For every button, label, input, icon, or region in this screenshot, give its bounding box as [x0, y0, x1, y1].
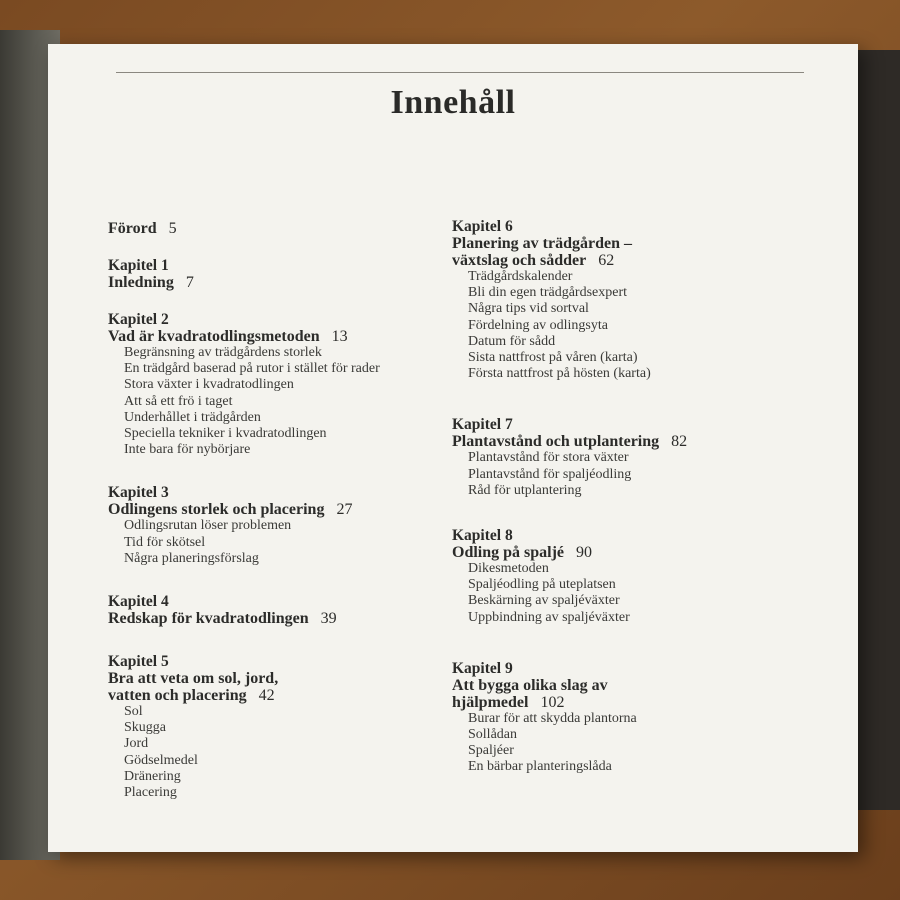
- toc-entry: [108, 311, 448, 458]
- subsection-item: Datum för sådd: [468, 333, 556, 349]
- subsection-item: Stora växter i kvadratodlingen: [124, 377, 294, 393]
- subsection-item: Bli din egen trädgårdsexpert: [468, 285, 628, 301]
- subsection-item: Speciella tekniker i kvadratodlingen: [124, 426, 327, 442]
- page-number: 82: [671, 433, 688, 451]
- chapter-label: Kapitel 7: [452, 416, 513, 434]
- toc-entry: [452, 660, 812, 776]
- toc-column-right: [452, 218, 812, 776]
- subsection-item: Inte bara för nybörjare: [124, 442, 251, 458]
- subsection-list: [452, 450, 812, 499]
- page-number: 90: [576, 544, 593, 562]
- toc-entry: [108, 653, 448, 801]
- page-number: 62: [598, 252, 615, 269]
- subsection-item: Några tips vid sortval: [468, 301, 589, 317]
- subsection-list: [452, 561, 812, 626]
- subsection-item: Sollådan: [468, 727, 517, 743]
- subsection-list: [108, 345, 448, 458]
- subsection-item: Råd för utplantering: [468, 482, 582, 498]
- toc-entry: [108, 484, 448, 567]
- chapter-title: växtslag och sådder 62: [452, 252, 615, 269]
- chapter-label: Kapitel 3: [108, 484, 169, 502]
- chapter-title: Vad är kvadratodlingsmetoden 13: [108, 328, 348, 345]
- subsection-item: Plantavstånd för stora växter: [468, 450, 629, 466]
- subsection-item: Sol: [124, 704, 143, 720]
- page-number: 7: [185, 274, 194, 291]
- subsection-item: En bärbar planteringslåda: [468, 759, 612, 775]
- page-number: 102: [540, 693, 565, 711]
- chapter-label: Kapitel 6: [452, 218, 513, 235]
- chapter-title: Förord 5: [108, 220, 177, 237]
- chapter-title: Att bygga olika slag av: [452, 676, 608, 694]
- chapter-label: Kapitel 9: [452, 659, 513, 677]
- subsection-item: Plantavstånd för spaljéodling: [468, 466, 632, 482]
- subsection-item: Jord: [124, 736, 149, 752]
- subsection-item: Burar för att skydda plantorna: [468, 710, 637, 726]
- chapter-title: Redskap för kvadratodlingen 39: [108, 610, 337, 628]
- page-number: 39: [320, 610, 337, 628]
- page-title: Innehåll: [390, 84, 516, 121]
- chapter-title: Inledning 7: [108, 274, 194, 291]
- chapter-label: Kapitel 4: [108, 593, 169, 611]
- subsection-item: Begränsning av trädgårdens storlek: [124, 345, 322, 360]
- subsection-item: Dikesmetoden: [468, 561, 549, 577]
- toc-entry: [452, 416, 812, 499]
- page-number: 13: [331, 328, 348, 345]
- subsection-item: En trädgård baserad på rutor i stället för rader: [124, 361, 380, 377]
- chapter-title: hjälpmedel 102: [452, 693, 565, 711]
- subsection-item: Underhållet i trädgården: [124, 409, 261, 425]
- chapter-label: Kapitel 8: [452, 527, 513, 545]
- subsection-item: Sista nattfrost på våren (karta): [468, 350, 638, 366]
- subsection-item: Placering: [124, 785, 177, 801]
- subsection-item: Fördelning av odlingsyta: [468, 317, 608, 333]
- toc-entry: [108, 257, 448, 291]
- chapter-label: Kapitel 5: [108, 653, 169, 671]
- page-number: 5: [168, 220, 177, 237]
- chapter-title: vatten och placering 42: [108, 687, 275, 705]
- subsection-list: [108, 518, 448, 567]
- book-page: [48, 44, 858, 852]
- chapter-title: Planering av trädgården –: [452, 235, 632, 252]
- subsection-item: Dränering: [124, 768, 181, 784]
- page-number: 42: [258, 687, 275, 705]
- chapter-label: Kapitel 1: [108, 257, 169, 274]
- chapter-title: Odling på spaljé 90: [452, 544, 593, 562]
- subsection-item: Gödselmedel: [124, 752, 198, 768]
- chapter-title: Plantavstånd och utplantering 82: [452, 433, 688, 451]
- subsection-list: [452, 269, 812, 382]
- subsection-list: [452, 711, 812, 776]
- subsection-item: Spaljéodling på uteplatsen: [468, 577, 616, 593]
- page-number: 27: [336, 501, 353, 519]
- toc-entry: [452, 218, 812, 382]
- toc-entry: [452, 527, 812, 626]
- subsection-item: Odlingsrutan löser problemen: [124, 518, 292, 534]
- subsection-item: Tid för skötsel: [124, 534, 206, 550]
- subsection-item: Första nattfrost på hösten (karta): [468, 366, 651, 382]
- subsection-item: Skugga: [124, 720, 166, 736]
- chapter-title: Bra att veta om sol, jord,: [108, 670, 279, 688]
- top-rule: [116, 72, 804, 73]
- toc-entry: [108, 593, 448, 627]
- subsection-item: Några planeringsförslag: [124, 550, 259, 566]
- toc-entry: [108, 220, 448, 237]
- subsection-item: Trädgårdskalender: [468, 269, 573, 284]
- chapter-label: Kapitel 2: [108, 311, 169, 328]
- subsection-item: Beskärning av spaljéväxter: [468, 593, 620, 609]
- subsection-item: Uppbindning av spaljéväxter: [468, 609, 630, 625]
- toc-column-left: [108, 220, 448, 801]
- subsection-item: Spaljéer: [468, 743, 514, 759]
- subsection-item: Att så ett frö i taget: [124, 393, 233, 409]
- chapter-title: Odlingens storlek och placering 27: [108, 501, 353, 519]
- subsection-list: [108, 704, 448, 801]
